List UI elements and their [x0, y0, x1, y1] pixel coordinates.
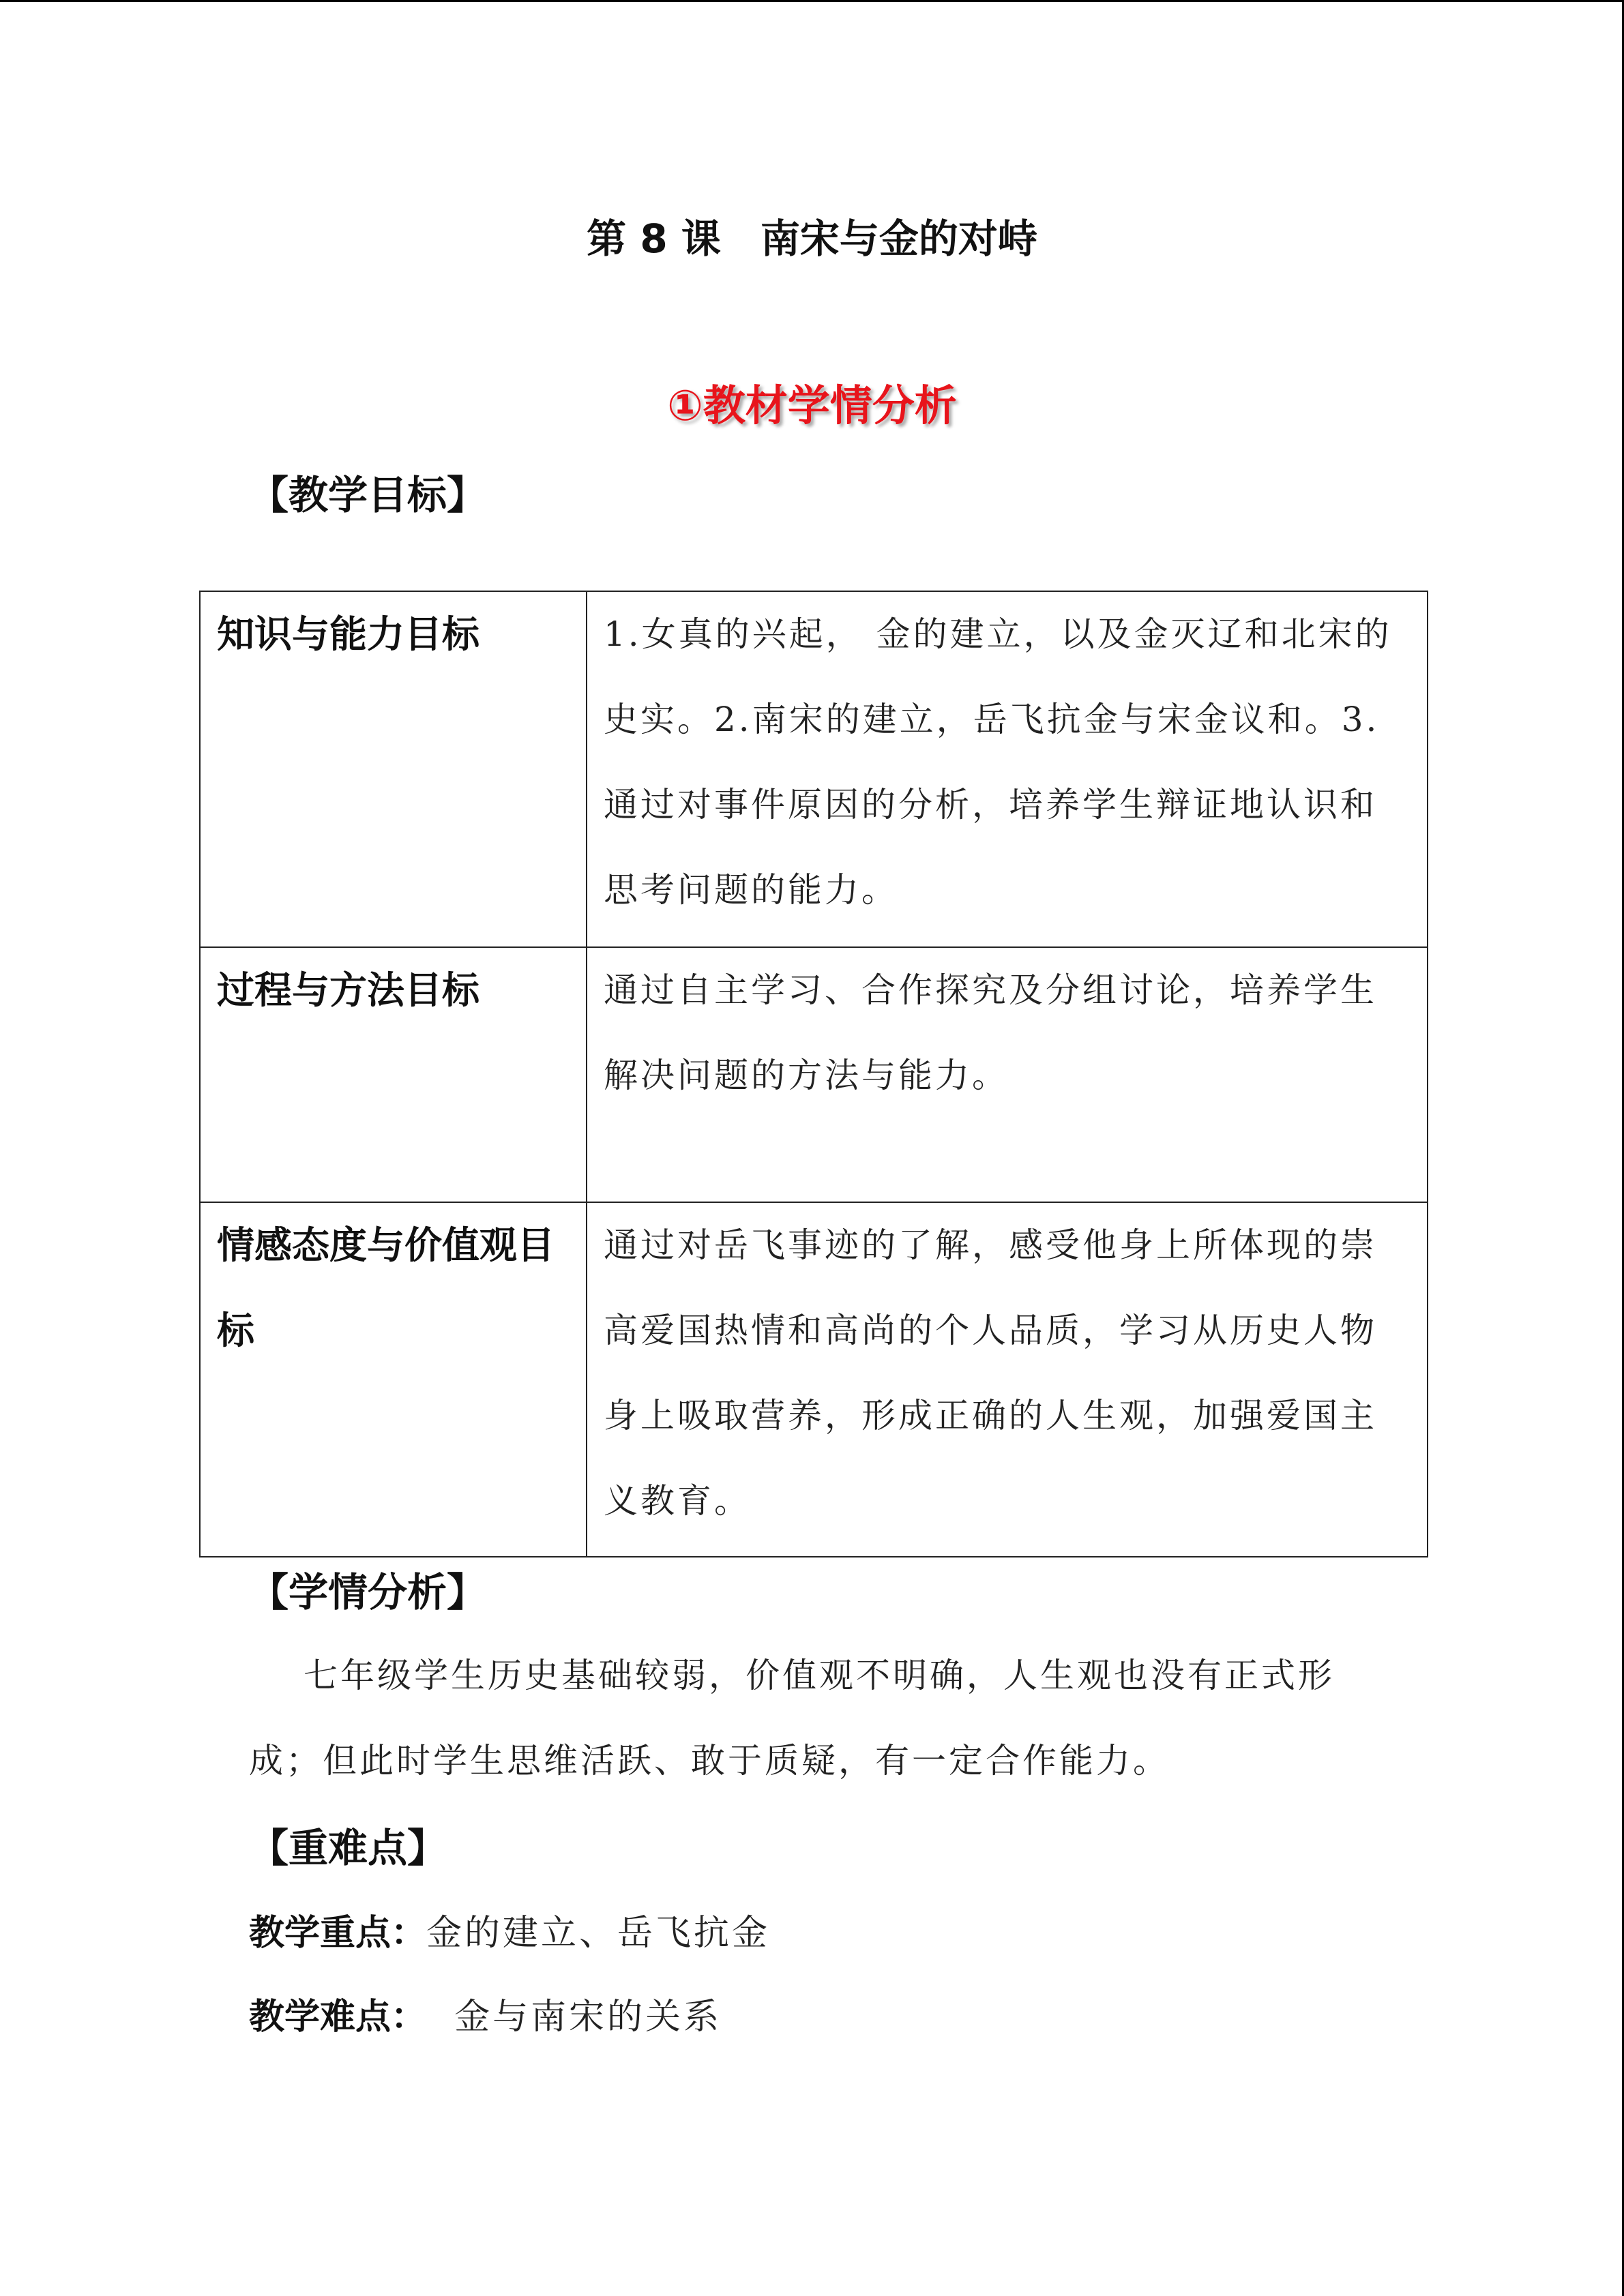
teaching-focus-line	[249, 1906, 770, 1960]
section-heading: ①教材学情分析	[667, 381, 957, 430]
table-row	[200, 591, 1428, 947]
table-cell-label	[200, 1202, 587, 1557]
teaching-difficulty-line	[249, 1990, 722, 2044]
teaching-goals-heading: 【教学目标】	[249, 472, 487, 518]
table-cell-label	[200, 947, 587, 1202]
teaching-goals-table	[199, 591, 1428, 1557]
student-analysis-heading: 【学情分析】	[249, 1569, 487, 1615]
table-row	[200, 947, 1428, 1202]
table-cell-content	[587, 591, 1428, 947]
table-cell-content	[587, 1202, 1428, 1557]
teaching-focus-label: 教学重点：	[249, 1913, 427, 1954]
teaching-difficulty-value: 金与南宋的关系	[426, 1997, 722, 2038]
student-analysis-text: 七年级学生历史基础较弱，价值观不明确，人生观也没有正式形成；但此时学生思维活跃、敢于质疑，有一定合作能力。	[249, 1656, 1335, 1780]
teaching-focus-value: 金的建立、岳飞抗金	[426, 1913, 771, 1954]
goal-content: 通过对岳飞事迹的了解，感受他身上所体现的崇高爱国热情和高尚的个人品质，学习从历史人物身上吸取营养，形成正确的人生观，加强爱国主义教育。	[604, 1225, 1377, 1521]
table-row	[200, 1202, 1428, 1557]
goal-content: 通过自主学习、合作探究及分组讨论，培养学生解决问题的方法与能力。	[604, 970, 1377, 1095]
teaching-difficulty-label: 教学难点：	[249, 1997, 427, 2038]
key-points-heading: 【重难点】	[249, 1825, 447, 1871]
goal-label: 情感态度与价值观目标	[217, 1223, 555, 1352]
goal-label: 知识与能力目标	[217, 612, 480, 656]
goal-label: 过程与方法目标	[217, 968, 480, 1012]
lesson-title: 第 8 课 南宋与金的对峙	[587, 215, 1037, 262]
table-cell-label	[200, 591, 587, 947]
page-border-top	[0, 0, 1624, 2]
goal-content: 1.女真的兴起， 金的建立，以及金灭辽和北宋的史实。2.南宋的建立，岳飞抗金与宋金议和。3.通过对事件原因的分析，培养学生辩证地认识和思考问题的能力。	[604, 614, 1392, 910]
table-cell-content	[587, 947, 1428, 1202]
